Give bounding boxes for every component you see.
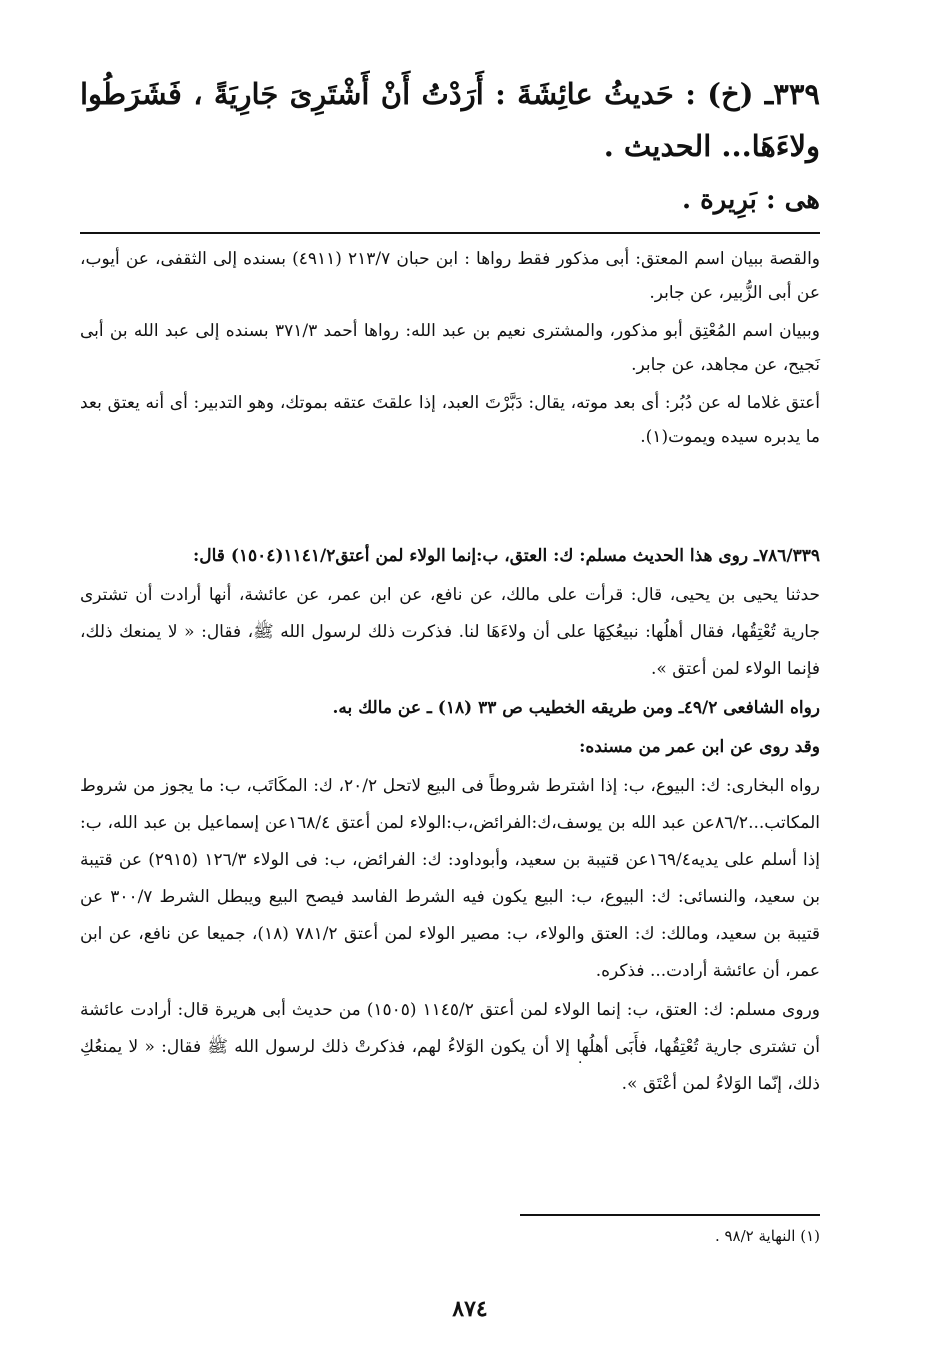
note-paragraph: أعتق غلاما له عن دُبُر: أى بعد موته، يقال: دَبَّرْتَ العبد، إذا علقتَ عتقه بموتك، وهو التدبير: أى أنه يعتق بعد ما يدبره سيده ويموت(١).: [80, 393, 820, 447]
top-divider: [80, 232, 820, 234]
footnote-divider: [520, 1214, 820, 1216]
note-paragraph: وببيان اسم المُعْتِق أبو مذكور، والمشترى نعيم بن عبد الله: رواها أحمد ٣٧١/٣ بسنده إلى عبد الله بن أبى نَجيح، عن مجاهد، عن جابر.: [80, 321, 820, 375]
main-section: [80, 538, 820, 1105]
main-paragraph: رواه البخارى: ك: البيوع، ب: إذا اشترط شروطاً فى البيع لاتحل ٢٠/٢، ك: المكَاتَب، ب: ما يجوز من شروط المكاتب...٨٦/٢عن عبد الله بن يوسف،ك:الفرائض،ب:الولاء لمن أعتق ١٦٨/٤عن إسماعيل بن عبد الله، ب: إذا أسلم على يديه١٦٩/٤عن قتيبة بن سعيد، وأبوداود: ك: الفرائض، ب: فى الولاء ١٢٦/٣ (٢٩١٥) عن قتيبة بن سعيد، والنسائى: ك: البيوع، ب: البيع يكون فيه الشرط الفاسد فيصح البيع ويبطل الشرط ٣٠٠/٧ عن قتيبة بن سعيد، ومالك: ك: العتق والولاء، ب: مصير الولاء لمن أعتق ٧٨١/٢ (١٨)، جميعا عن نافع، عن ابن عمر، أن عائشة أرادت... فذكره.: [80, 776, 821, 981]
note-paragraph: والقصة ببيان اسم المعتق: أبى مذكور فقط رواها : ابن حبان ٢١٣/٧ (٤٩١١) بسنده إلى الثقفى، عن أيوب، عن أبى الزُّبير، عن جابر.: [80, 249, 821, 303]
main-paragraph: حدثنا يحيى بن يحيى، قال: قرأت على مالك، عن نافع، عن ابن عمر، عن عائشة، أنها أرادت أن تشترى جارية تُعْتِقُها، فقال أهلُها: نبيعُكِهَا على أن ولاءَهَا لنا. فذكرت ذلك لرسول الله ﷺ، فقال: « لا يمنعك ذلك، فإنما الولاء لمن أعتق ».: [80, 585, 820, 679]
hadith-title: [80, 68, 820, 172]
main-paragraph: رواه الشافعى ٤٩/٢ـ ومن طريقه الخطيب ص ٣٣ (١٨) ـ عن مالك به.: [332, 698, 820, 718]
hadith-title-text: ٣٣٩ـ (خ) : حَديثُ عائِشَةَ : أَرَدْتُ أَنْ أَشْتَرِىَ جَارِيَةً ، فَشَرَطُوا ولاءَهَا... الحديث .: [80, 77, 820, 163]
main-paragraph: وروى مسلم: ك: العتق، ب: إنما الولاء لمن أعتق ١١٤٥/٢ (١٥٠٥) من حديث أبى هريرة قال: أرادت عائشة أن تشترى جارية تُعْتِقُها، فأَبَى أهلُها إلا أن يكون الوَلاءُ لهم، فذكرتْ ذلك لرسول الله ﷺ فقال: « لا يمنعُكِ ذلك، إنّما الوَلاءُ لمن أعْتَق ».: [80, 1000, 820, 1094]
main-heading: ٧٨٦/٣٣٩ـ روى هذا الحديث مسلم: ك: العتق، ب:إنما الولاء لمن أعتق١١٤١/٢(١٥٠٤) قال:: [193, 546, 820, 566]
main-paragraph: وقد روى عن ابن عمر من مسنده:: [579, 737, 820, 757]
stray-mark: ·: [578, 1055, 583, 1071]
hadith-subtitle: هى : بَرِيرة .: [682, 185, 820, 215]
notes-section: [80, 242, 820, 458]
page-number: ٨٧٤: [452, 1296, 488, 1322]
footnote: (١) النهاية ٩٨/٢ .: [714, 1227, 820, 1245]
